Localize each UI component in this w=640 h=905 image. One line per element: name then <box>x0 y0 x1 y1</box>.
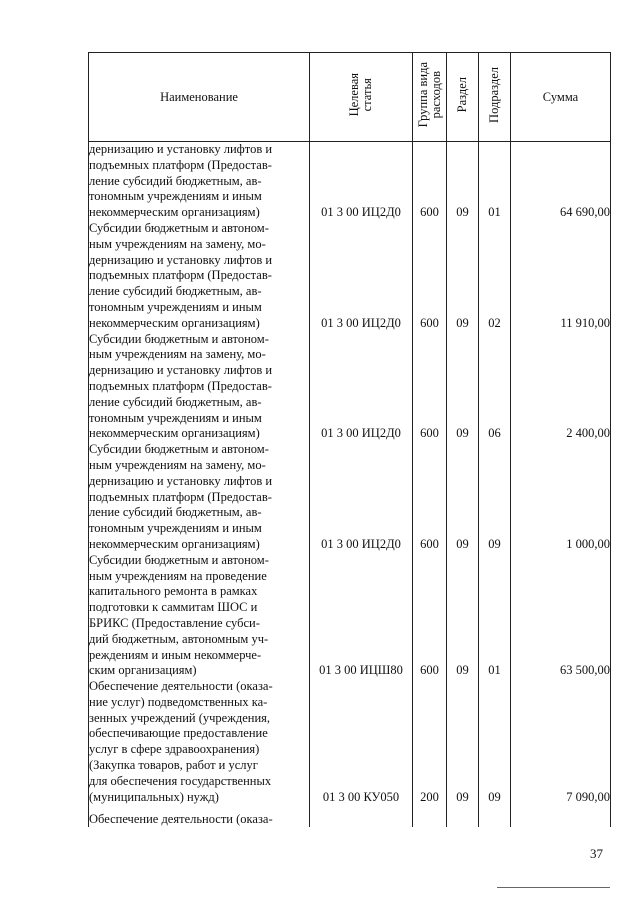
row-section <box>447 805 479 827</box>
page-number: 37 <box>590 846 603 861</box>
row-group: 600 <box>413 553 447 679</box>
row-section: 09 <box>447 442 479 553</box>
footer-divider <box>497 887 610 888</box>
header-subsection-label: Подраздел <box>487 67 501 123</box>
header-target-label: Целевая статья <box>347 73 374 117</box>
row-sum: 1 000,00 <box>511 442 611 553</box>
table-row <box>89 332 611 443</box>
table-row <box>89 142 611 221</box>
row-group: 200 <box>413 679 447 805</box>
table-row <box>89 679 611 805</box>
budget-table <box>88 52 611 827</box>
header-target <box>310 53 413 142</box>
row-section: 09 <box>447 221 479 332</box>
table-header-row <box>89 53 611 142</box>
row-subsection: 06 <box>479 332 511 443</box>
row-group: 600 <box>413 221 447 332</box>
row-group: 600 <box>413 142 447 221</box>
row-target: 01 3 00 ИЦШ80 <box>310 553 413 679</box>
row-sum: 2 400,00 <box>511 332 611 443</box>
row-sum: 63 500,00 <box>511 553 611 679</box>
row-name-text: Субсидии бюджетным и автоном- ным учреждениям на замену, мо- дернизацию и установку лифтов и подъемных платформ (Предостав- ление субсидий бюджетным, ав- тономным учреждениям и иным некоммерческим организациям) <box>89 220 273 330</box>
header-group-label: Группа вида расходов <box>415 62 443 128</box>
header-name: Наименование <box>89 53 310 142</box>
header-section-label: Раздел <box>455 77 469 113</box>
row-name <box>89 553 310 679</box>
row-group: 600 <box>413 442 447 553</box>
row-target: 01 3 00 ИЦ2Д0 <box>310 442 413 553</box>
row-subsection: 01 <box>479 142 511 221</box>
row-name-text: Обеспечение деятельности (оказа- <box>89 811 273 826</box>
table-row <box>89 553 611 679</box>
row-name <box>89 805 310 827</box>
row-sum: 64 690,00 <box>511 142 611 221</box>
row-section: 09 <box>447 553 479 679</box>
row-sum <box>511 805 611 827</box>
row-subsection: 02 <box>479 221 511 332</box>
row-name <box>89 442 310 553</box>
row-target: 01 3 00 ИЦ2Д0 <box>310 332 413 443</box>
header-section <box>447 53 479 142</box>
row-subsection: 09 <box>479 679 511 805</box>
row-subsection: 01 <box>479 553 511 679</box>
header-group <box>413 53 447 142</box>
row-name-text: Субсидии бюджетным и автоном- ным учреждениям на замену, мо- дернизацию и установку лифтов и подъемных платформ (Предостав- ление субсидий бюджетным, ав- тономным учреждениям и иным некоммерческим организациям) <box>89 442 273 551</box>
row-name <box>89 221 310 332</box>
row-target: 01 3 00 ИЦ2Д0 <box>310 221 413 332</box>
row-name-text: Субсидии бюджетным и автоном- ным учреждениям на проведение капитального ремонта в рамках подготовки к саммитам ШОС и БРИКС (Предоставление субси- дий бюджетным, автономным уч- реждениям и иным некоммерче- ским организациям) <box>89 552 269 678</box>
row-name-text: Обеспечение деятельности (оказа- ние услуг) подведомственных ка- зенных учреждений (учреждения, обеспечивающие предоставление услуг в сфере здравоохранения) (Закупка товаров, работ и услуг для обеспечения государственных (муниципальных) нужд) <box>89 679 273 804</box>
row-sum: 7 090,00 <box>511 679 611 805</box>
row-name <box>89 142 310 221</box>
row-section: 09 <box>447 679 479 805</box>
header-subsection <box>479 53 511 142</box>
row-name-text: дернизацию и установку лифтов и подъемных платформ (Предостав- ление субсидий бюджетным, ав- тономным учреждениям и иным некоммерческим организациям) <box>89 142 273 220</box>
row-target: 01 3 00 ИЦ2Д0 <box>310 142 413 221</box>
row-section: 09 <box>447 142 479 221</box>
table-row-continuation <box>89 805 611 827</box>
row-subsection <box>479 805 511 827</box>
row-name-text: Субсидии бюджетным и автоном- ным учреждениям на замену, мо- дернизацию и установку лифтов и подъемных платформ (Предостав- лениe субсидий бюджетным, ав- тономным учреждениям и иным некоммерческим организациям) <box>89 331 273 441</box>
row-subsection: 09 <box>479 442 511 553</box>
row-name <box>89 679 310 805</box>
row-target: 01 3 00 КУ050 <box>310 679 413 805</box>
table-row <box>89 442 611 553</box>
row-group <box>413 805 447 827</box>
header-sum: Сумма <box>511 53 611 142</box>
row-sum: 11 910,00 <box>511 221 611 332</box>
row-group: 600 <box>413 332 447 443</box>
table-row <box>89 221 611 332</box>
row-name <box>89 332 310 443</box>
row-section: 09 <box>447 332 479 443</box>
row-target <box>310 805 413 827</box>
